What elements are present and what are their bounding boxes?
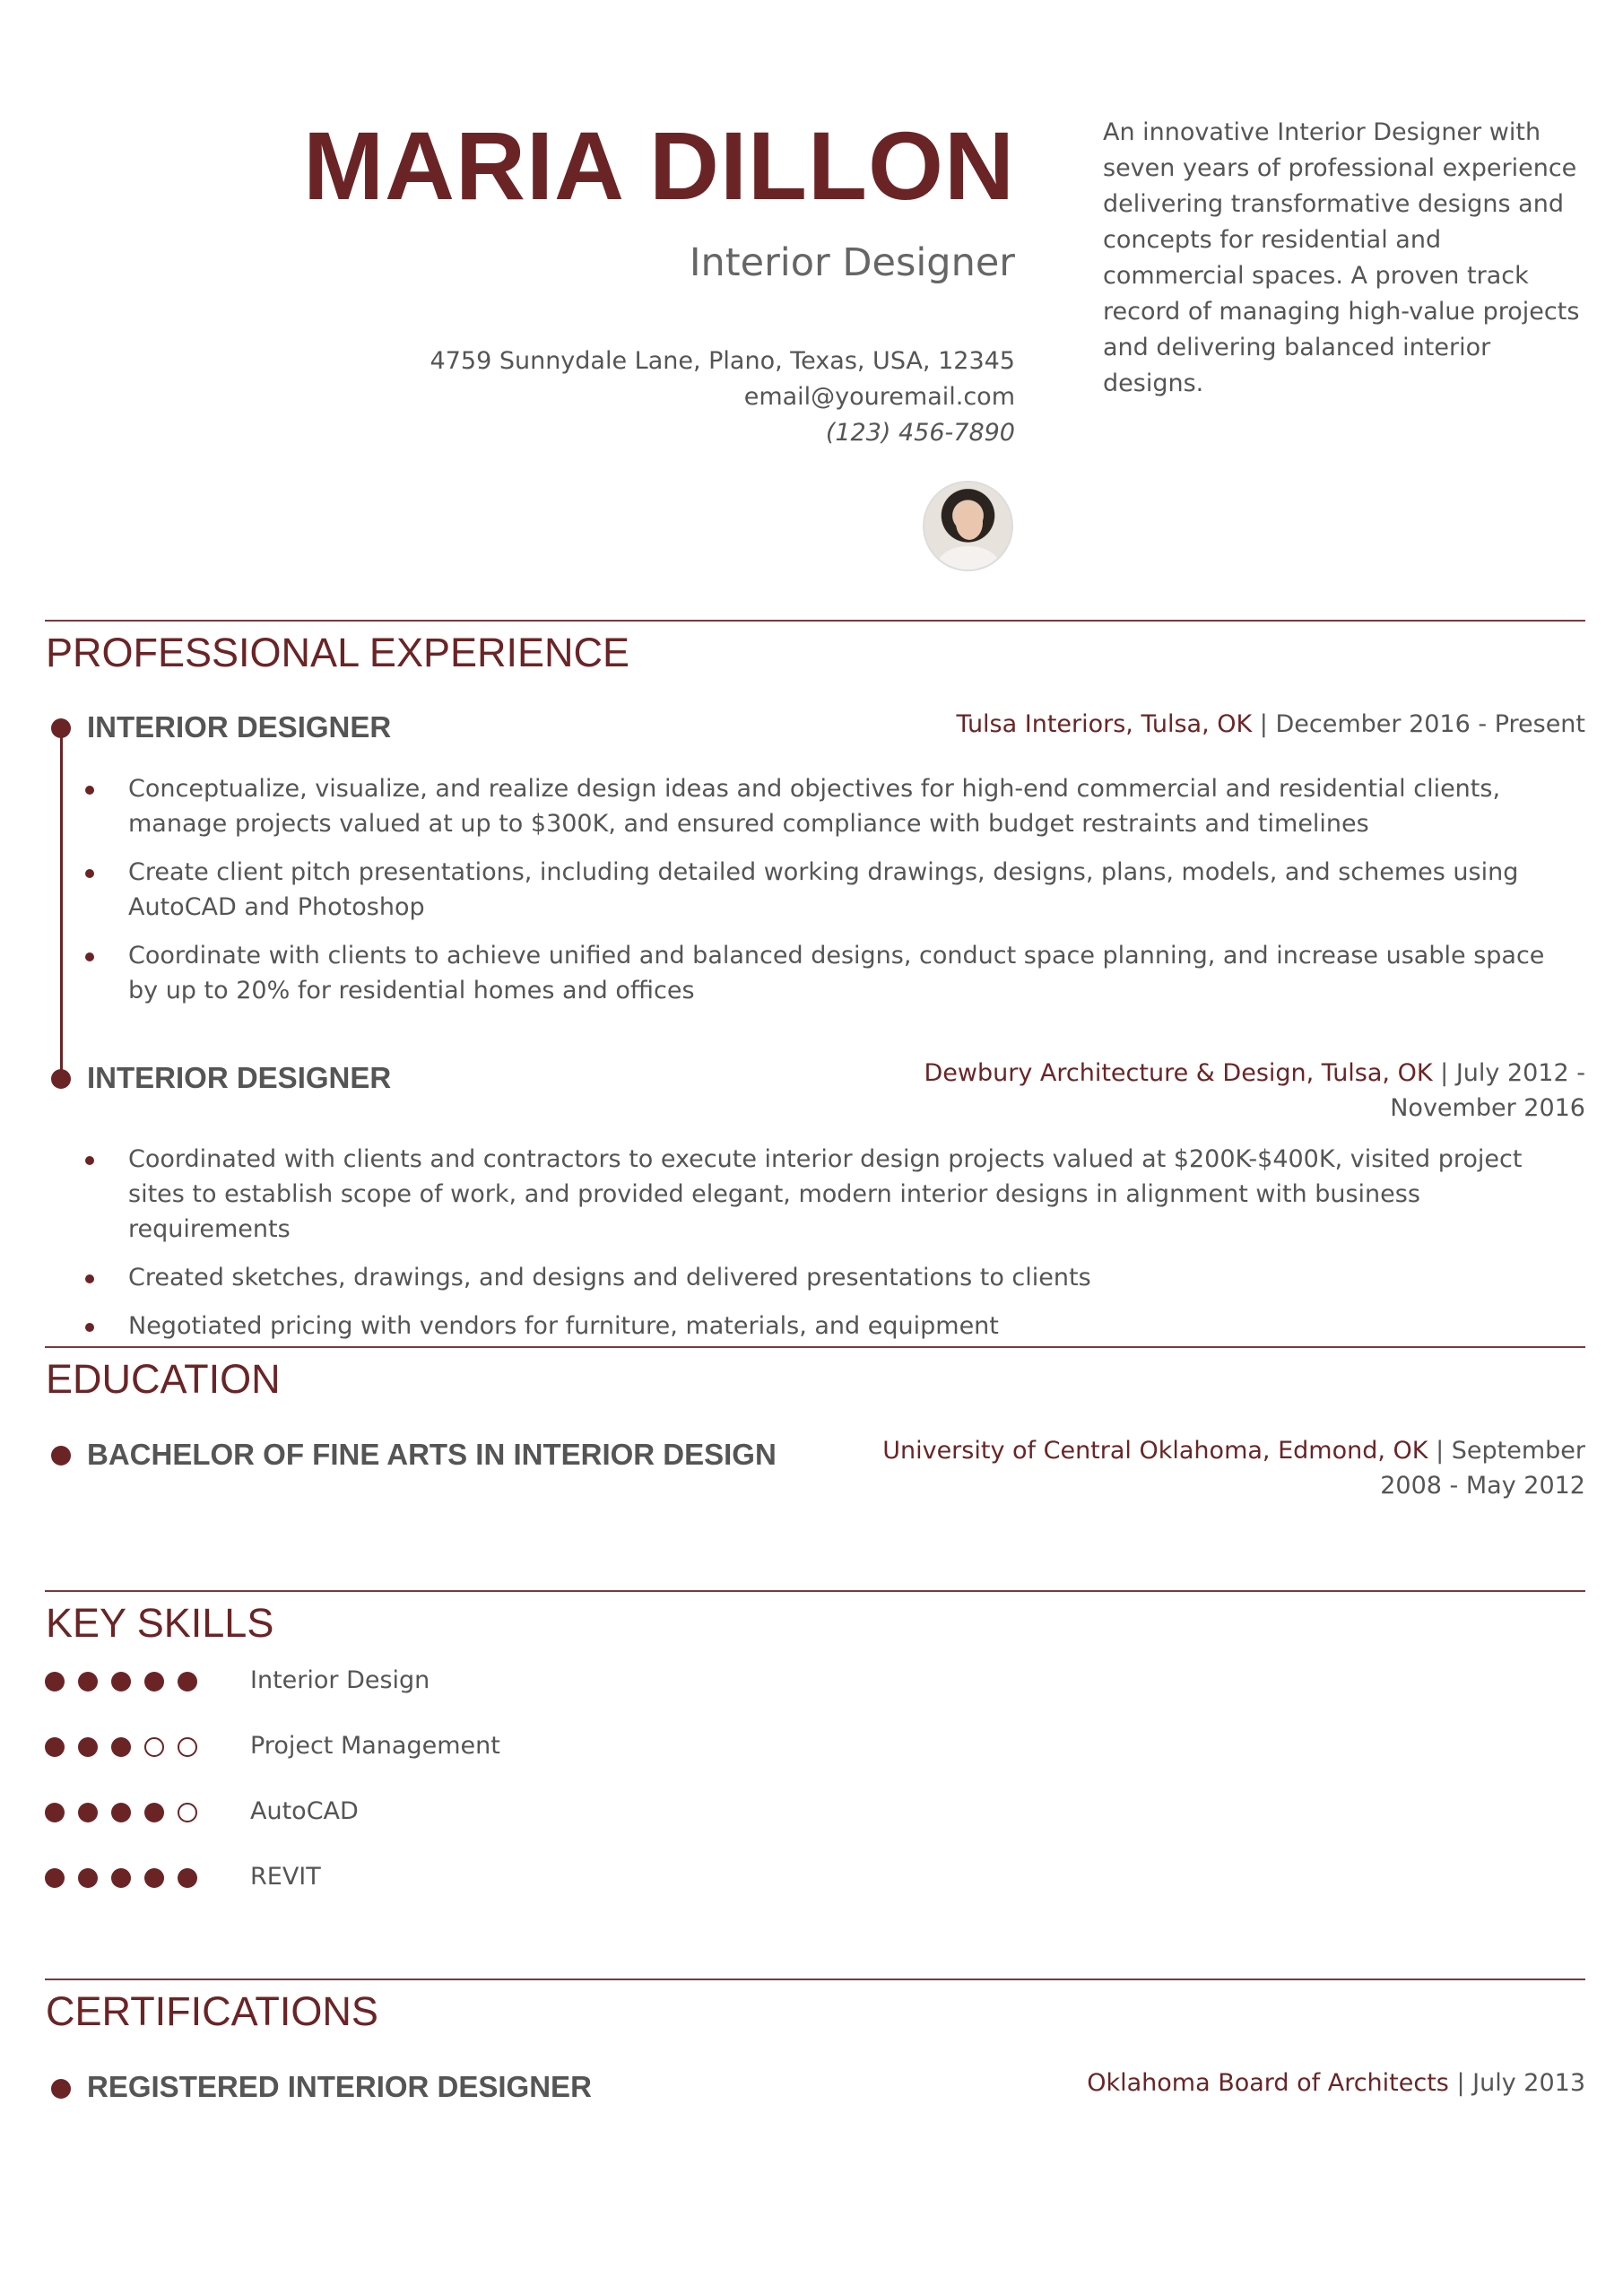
- section-title-education: EDUCATION: [46, 1356, 281, 1402]
- section-divider: [45, 1346, 1585, 1348]
- duty-item: Create client pitch presentations, including detailed working drawings, designs, plans, models, and schemes using AutoCAD and Photoshop: [81, 855, 1569, 925]
- education-meta: [832, 1433, 1585, 1503]
- rating-dot-filled: [78, 1672, 98, 1692]
- avatar-face: [956, 506, 983, 540]
- skill-name: REVIT: [250, 1863, 321, 1891]
- rating-dot-filled: [78, 1868, 98, 1888]
- rating-dot-filled: [144, 1868, 164, 1888]
- candidate-name: MARIA DILLON: [303, 111, 1015, 220]
- rating-dot-filled: [45, 1803, 65, 1822]
- job-meta: [957, 707, 1585, 742]
- rating-dot-filled: [78, 1737, 98, 1757]
- rating-dot-filled: [78, 1803, 98, 1822]
- profile-summary: An innovative Interior Designer with seven years of professional experience delivering transformative designs and concepts for residential and commercial spaces. A proven track record of managing high-value projects and delivering balanced interior designs.: [1103, 118, 1580, 397]
- degree-title: BACHELOR OF FINE ARTS IN INTERIOR DESIGN: [87, 1438, 777, 1471]
- rating-dot-filled: [45, 1868, 65, 1888]
- rating-dot-filled: [45, 1672, 65, 1692]
- section-title-skills: KEY SKILLS: [46, 1600, 274, 1646]
- rating-dot-filled: [144, 1803, 164, 1822]
- job-employer: Tulsa Interiors, Tulsa, OK: [956, 710, 1253, 738]
- duty-item: Negotiated pricing with vendors for furniture, materials, and equipment: [81, 1309, 1569, 1344]
- rating-dot-filled: [178, 1672, 197, 1692]
- contact-block: [430, 344, 1015, 451]
- email[interactable]: email@youremail.com: [743, 383, 1015, 411]
- meta-separator: |: [1252, 710, 1276, 738]
- meta-separator: |: [1448, 2069, 1473, 2097]
- rating-dot-filled: [178, 1868, 197, 1888]
- timeline-dot: [51, 718, 71, 738]
- job-employer: Dewbury Architecture & Design, Tulsa, OK: [924, 1059, 1433, 1087]
- school-name: University of Central Oklahoma, Edmond, OK: [882, 1437, 1428, 1465]
- duty-item: Conceptualize, visualize, and realize design ideas and objectives for high-end commercial and residential clients, manage projects valued at up to $300K, and ensured compliance with budget restraints and timelines: [81, 771, 1569, 841]
- skill-rating: [45, 1868, 224, 1892]
- section-title-certifications: CERTIFICATIONS: [46, 1988, 378, 2034]
- certification-name: REGISTERED INTERIOR DESIGNER: [87, 2070, 592, 2103]
- duty-item: Coordinate with clients to achieve unified and balanced designs, conduct space planning, and increase usable space by up to 20% for residential homes and offices: [81, 938, 1569, 1008]
- meta-separator: |: [1428, 1437, 1452, 1465]
- certification-dot: [51, 2079, 71, 2099]
- section-divider: [45, 1590, 1585, 1592]
- rating-dot-filled: [111, 1868, 131, 1888]
- rating-dot-filled: [144, 1672, 164, 1692]
- rating-dot-filled: [111, 1737, 131, 1757]
- certifying-body: Oklahoma Board of Architects: [1087, 2069, 1449, 2097]
- certification-meta: [1087, 2066, 1585, 2100]
- rating-dot-filled: [111, 1672, 131, 1692]
- job-role: INTERIOR DESIGNER: [87, 710, 392, 744]
- job-title: Interior Designer: [689, 240, 1015, 285]
- rating-dot-filled: [111, 1803, 131, 1822]
- rating-dot-empty: [178, 1803, 197, 1822]
- job-dates: December 2016 - Present: [1275, 710, 1585, 738]
- skill-rating: [45, 1803, 224, 1826]
- meta-separator: |: [1432, 1059, 1456, 1087]
- rating-dot-empty: [178, 1737, 197, 1757]
- rating-dot-filled: [45, 1737, 65, 1757]
- job-meta: [886, 1056, 1585, 1126]
- duty-item: Coordinated with clients and contractors to execute interior design projects valued at $200K-$400K, visited project sites to establish scope of work, and provided elegant, modern interior designs in alignment with business requirements: [81, 1142, 1569, 1247]
- rating-dot-empty: [144, 1737, 164, 1757]
- education-dot: [51, 1446, 71, 1465]
- address: 4759 Sunnydale Lane, Plano, Texas, USA, 12345: [430, 347, 1015, 375]
- avatar-shoulders: [937, 546, 1000, 571]
- phone: (123) 456-7890: [825, 419, 1015, 447]
- avatar: [923, 481, 1013, 571]
- experience-timeline: [60, 729, 63, 1079]
- skill-rating: [45, 1737, 224, 1761]
- skill-name: AutoCAD: [250, 1797, 359, 1825]
- timeline-dot: [51, 1069, 71, 1089]
- certification-date: July 2013: [1472, 2069, 1585, 2097]
- job-dates: July 2012 - November 2016: [1390, 1059, 1585, 1122]
- skill-name: Interior Design: [250, 1666, 430, 1694]
- section-divider: [45, 1979, 1585, 1980]
- job-duties: [81, 1142, 1569, 1357]
- education-dates: September 2008 - May 2012: [1380, 1437, 1585, 1500]
- skill-name: Project Management: [250, 1732, 500, 1760]
- section-divider: [45, 620, 1585, 622]
- job-role: INTERIOR DESIGNER: [87, 1061, 392, 1094]
- duty-item: Created sketches, drawings, and designs and delivered presentations to clients: [81, 1260, 1569, 1295]
- skill-rating: [45, 1672, 224, 1695]
- job-duties: [81, 771, 1569, 1022]
- section-title-experience: PROFESSIONAL EXPERIENCE: [46, 630, 630, 675]
